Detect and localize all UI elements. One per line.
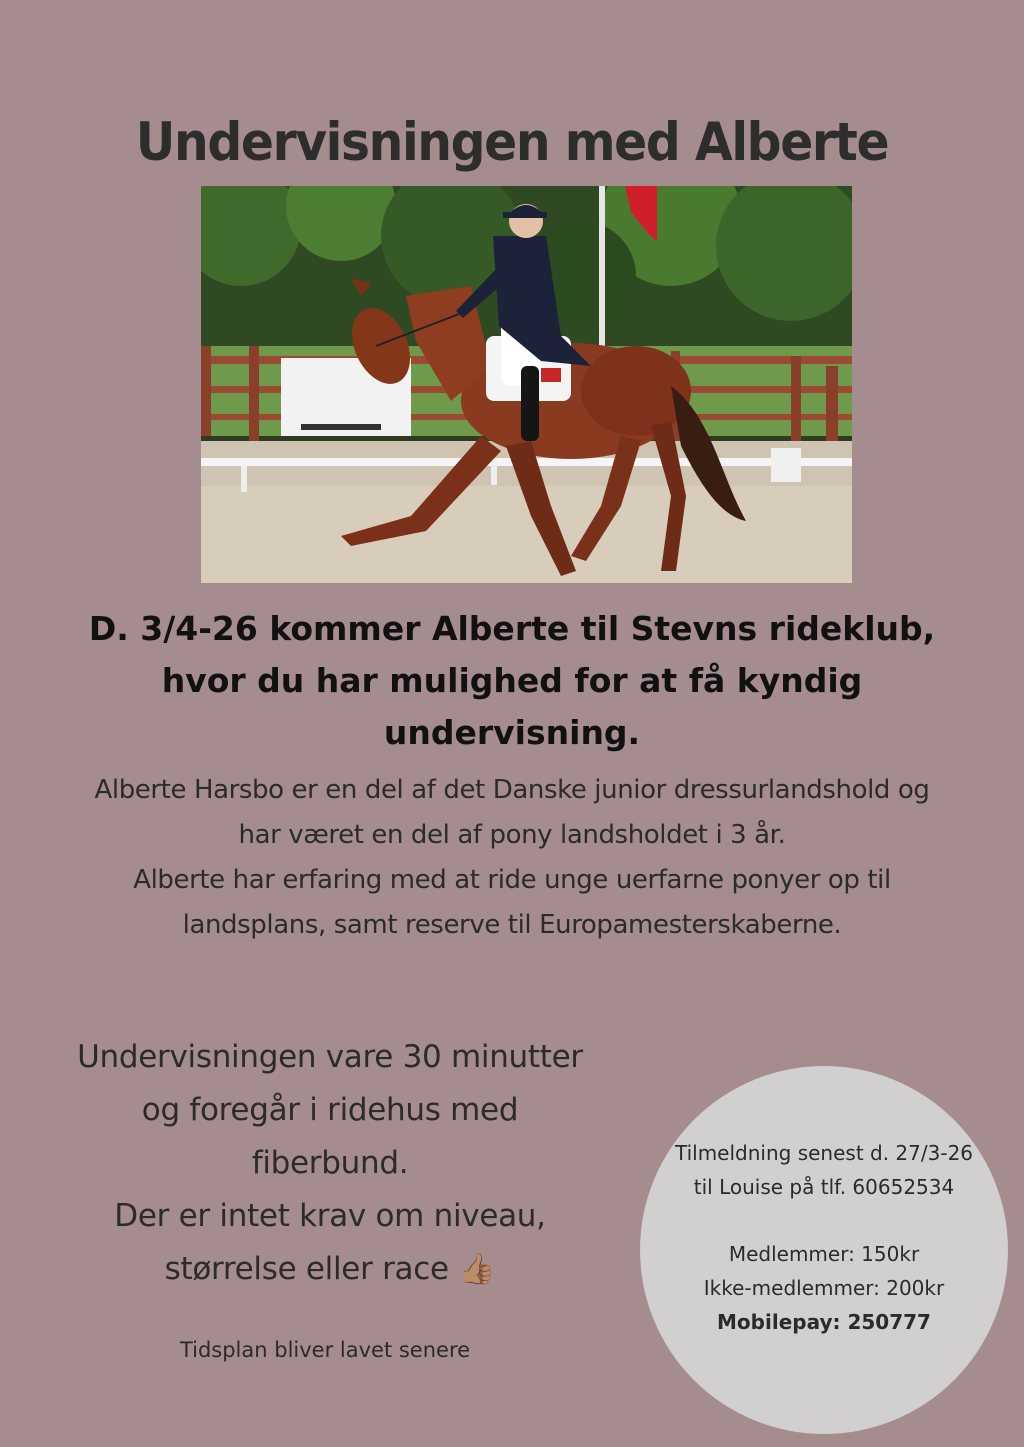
instructor-intro xyxy=(10,768,1014,948)
members-price: Medlemmer: 150kr xyxy=(728,1242,920,1266)
headline-line: D. 3/4-26 kommer Alberte til Stevns rideklub, xyxy=(88,609,936,648)
lesson-line: fiberbund. xyxy=(251,1145,409,1181)
non-members-price: Ikke-medlemmer: 200kr xyxy=(703,1276,945,1300)
lesson-line: Der er intet krav om niveau, xyxy=(114,1198,546,1234)
lesson-details xyxy=(20,1031,640,1296)
intro-line: Alberte Harsbo er en del af det Danske junior dressurlandshold og xyxy=(94,775,930,805)
mobilepay-number: Mobilepay: 250777 xyxy=(717,1310,931,1334)
headline-line: hvor du har mulighed for at få kyndig xyxy=(161,661,863,700)
signup-info xyxy=(640,1136,1008,1339)
event-headline xyxy=(60,603,964,759)
signup-contact: til Louise på tlf. 60652534 xyxy=(693,1175,955,1199)
rider-photo xyxy=(201,186,852,583)
lesson-line-with-emoji xyxy=(20,1243,640,1296)
lesson-line: størrelse eller race xyxy=(164,1251,449,1287)
lesson-line: Undervisningen vare 30 minutter xyxy=(77,1039,583,1075)
intro-line: har været en del af pony landsholdet i 3 år. xyxy=(238,820,786,850)
schedule-note: Tidsplan bliver lavet senere xyxy=(179,1338,471,1362)
headline-line: undervisning. xyxy=(383,713,641,752)
intro-line: landsplans, samt reserve til Europamesterskaberne. xyxy=(182,910,842,940)
lesson-line: og foregår i ridehus med xyxy=(141,1092,519,1128)
page-title: Undervisningen med Alberte xyxy=(135,112,889,173)
spacer xyxy=(640,1204,1008,1237)
intro-line: Alberte har erfaring med at ride unge uerfarne ponyer op til xyxy=(133,865,891,895)
thumbs-up-icon: 👍🏽 xyxy=(458,1252,496,1287)
signup-deadline: Tilmeldning senest d. 27/3-26 xyxy=(674,1141,974,1165)
